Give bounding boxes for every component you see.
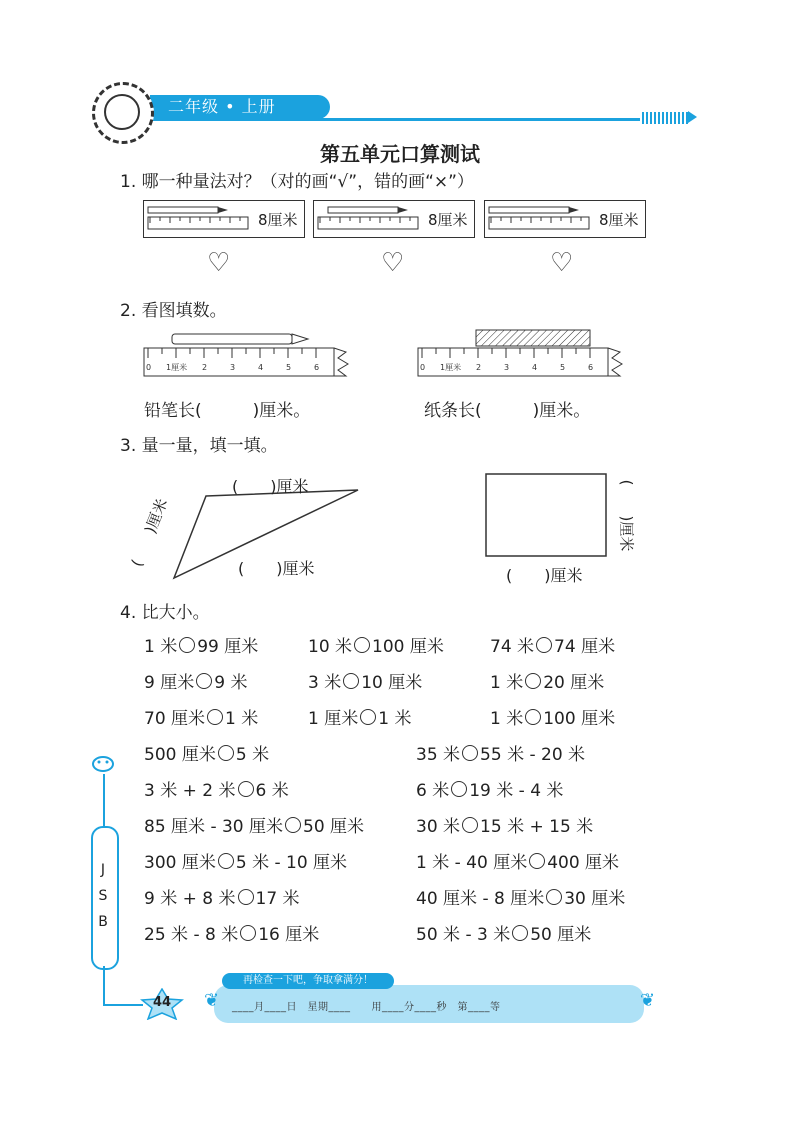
- heart-icon[interactable]: ♡: [381, 248, 405, 278]
- compare-item[interactable]: 70 厘米 1 米: [144, 709, 259, 729]
- compare-circle: [196, 673, 212, 689]
- ruler-label: 8厘米: [258, 211, 298, 229]
- tick-label: 5: [560, 363, 566, 372]
- q1-ruler-3: [484, 200, 646, 276]
- q1-ruler-1: [143, 200, 305, 276]
- page-title: 第五单元口算测试: [320, 142, 480, 166]
- swirl-left-icon: ❦: [204, 990, 220, 1011]
- compare-item[interactable]: 1 米 99 厘米: [144, 637, 259, 657]
- rectangle-shape: [486, 474, 606, 556]
- compare-circle: [525, 673, 541, 689]
- heart-icon[interactable]: ♡: [207, 248, 231, 278]
- tick-label: 3: [504, 363, 510, 372]
- paper-ruler-figure: [414, 328, 634, 384]
- q3-prompt: 3. 量一量，填一填。: [120, 436, 278, 456]
- compare-circle: [240, 925, 256, 941]
- tick-label: 4: [258, 363, 264, 372]
- header-dots: [642, 112, 690, 124]
- rectangle-bottom-answer[interactable]: ( )厘米: [506, 566, 583, 585]
- ruler-frame: [313, 200, 475, 238]
- ruler-pencil-icon: [144, 201, 254, 237]
- compare-circle: [218, 745, 234, 761]
- rail-line: [103, 1004, 143, 1006]
- tick-label: 1厘米: [166, 363, 188, 372]
- compare-item[interactable]: 1 米 100 厘米: [490, 709, 616, 729]
- rectangle-right-answer[interactable]: ( )厘米: [617, 479, 636, 552]
- rail-line: [103, 774, 105, 826]
- tick-label: 3: [230, 363, 236, 372]
- tick-label: 0: [420, 363, 426, 372]
- paper-strip-icon: [476, 330, 590, 346]
- q2-prompt: 2. 看图填数。: [120, 301, 227, 321]
- compare-circle: [238, 781, 254, 797]
- compare-circle: [238, 889, 254, 905]
- pencil-ruler-figure: [140, 328, 360, 384]
- swirl-right-icon: ❦: [640, 990, 656, 1011]
- bear-face-icon: [104, 94, 140, 130]
- tick-label: 2: [202, 363, 208, 372]
- compare-item[interactable]: 6 米 19 米 - 4 米: [416, 781, 564, 801]
- triangle-left-answer[interactable]: ( )厘米: [127, 496, 172, 570]
- compare-item[interactable]: 74 米 74 厘米: [490, 637, 616, 657]
- compare-item[interactable]: 25 米 - 8 米 16 厘米: [144, 925, 320, 945]
- compare-item[interactable]: 30 米 15 米 + 15 米: [416, 817, 594, 837]
- ruler-pencil-icon: [314, 201, 424, 237]
- arrow-right-icon: [688, 111, 697, 123]
- compare-circle: [536, 637, 552, 653]
- ruler-frame: [143, 200, 305, 238]
- triangle-bottom-answer[interactable]: ( )厘米: [238, 559, 315, 578]
- q1-ruler-2: [313, 200, 475, 276]
- tick-label: 2: [476, 363, 482, 372]
- ruler-label: 8厘米: [599, 211, 639, 229]
- ruler-label: 8厘米: [428, 211, 468, 229]
- compare-item[interactable]: 3 米 10 厘米: [308, 673, 423, 693]
- footer-tag: 再检查一下吧，争取拿满分！: [222, 973, 394, 989]
- compare-circle: [207, 709, 223, 725]
- page-number: 44: [152, 995, 172, 1010]
- compare-item[interactable]: 1 米 20 厘米: [490, 673, 605, 693]
- compare-item[interactable]: 300 厘米 5 米 - 10 厘米: [144, 853, 348, 873]
- rail-line: [103, 966, 105, 1006]
- compare-item[interactable]: 10 米 100 厘米: [308, 637, 444, 657]
- compare-circle: [462, 745, 478, 761]
- compare-item[interactable]: 500 厘米 5 米: [144, 745, 270, 765]
- triangle-top-answer[interactable]: ( )厘米: [232, 477, 309, 496]
- heart-icon[interactable]: ♡: [550, 248, 574, 278]
- bird-icon: [90, 752, 116, 774]
- compare-item[interactable]: 40 厘米 - 8 厘米 30 厘米: [416, 889, 626, 909]
- tick-label: 1厘米: [440, 363, 462, 372]
- rail-letter: S: [98, 888, 108, 904]
- tick-label: 6: [314, 363, 320, 372]
- compare-circle: [179, 637, 195, 653]
- tick-label: 5: [286, 363, 292, 372]
- compare-item[interactable]: 1 米 - 40 厘米 400 厘米: [416, 853, 620, 873]
- paper-answer[interactable]: 纸条长( )厘米。: [424, 401, 591, 421]
- compare-circle: [218, 853, 234, 869]
- ruler-frame: [484, 200, 646, 238]
- compare-circle: [451, 781, 467, 797]
- compare-item[interactable]: 35 米 55 米 - 20 米: [416, 745, 586, 765]
- compare-circle: [360, 709, 376, 725]
- compare-circle: [546, 889, 562, 905]
- tick-label: 4: [532, 363, 538, 372]
- compare-item[interactable]: 1 厘米 1 米: [308, 709, 412, 729]
- pencil-answer[interactable]: 铅笔长( )厘米。: [144, 401, 311, 421]
- rail-letter: J: [100, 862, 106, 878]
- compare-circle: [285, 817, 301, 833]
- footer-record-line: ____月____日 星期____ 用____分____秒 第____等: [232, 1002, 501, 1013]
- compare-circle: [343, 673, 359, 689]
- ruler-pencil-icon: [485, 201, 595, 237]
- q4-prompt: 4. 比大小。: [120, 603, 210, 623]
- compare-item[interactable]: 3 米 + 2 米 6 米: [144, 781, 289, 801]
- compare-item[interactable]: 85 厘米 - 30 厘米 50 厘米: [144, 817, 365, 837]
- pencil-icon: [172, 334, 292, 344]
- compare-item[interactable]: 50 米 - 3 米 50 厘米: [416, 925, 592, 945]
- rectangle-figure: [484, 472, 610, 558]
- grade-label: 二年级 • 上册: [168, 97, 276, 116]
- compare-circle: [512, 925, 528, 941]
- rail-letter: B: [98, 914, 108, 930]
- compare-circle: [462, 817, 478, 833]
- q1-prompt: 1. 哪一种量法对？（对的画“√”，错的画“×”）: [120, 172, 474, 192]
- compare-circle: [529, 853, 545, 869]
- compare-circle: [354, 637, 370, 653]
- tick-label: 6: [588, 363, 594, 372]
- tick-label: 0: [146, 363, 152, 372]
- compare-item[interactable]: 9 厘米 9 米: [144, 673, 248, 693]
- compare-item[interactable]: 9 米 + 8 米 17 米: [144, 889, 300, 909]
- compare-circle: [525, 709, 541, 725]
